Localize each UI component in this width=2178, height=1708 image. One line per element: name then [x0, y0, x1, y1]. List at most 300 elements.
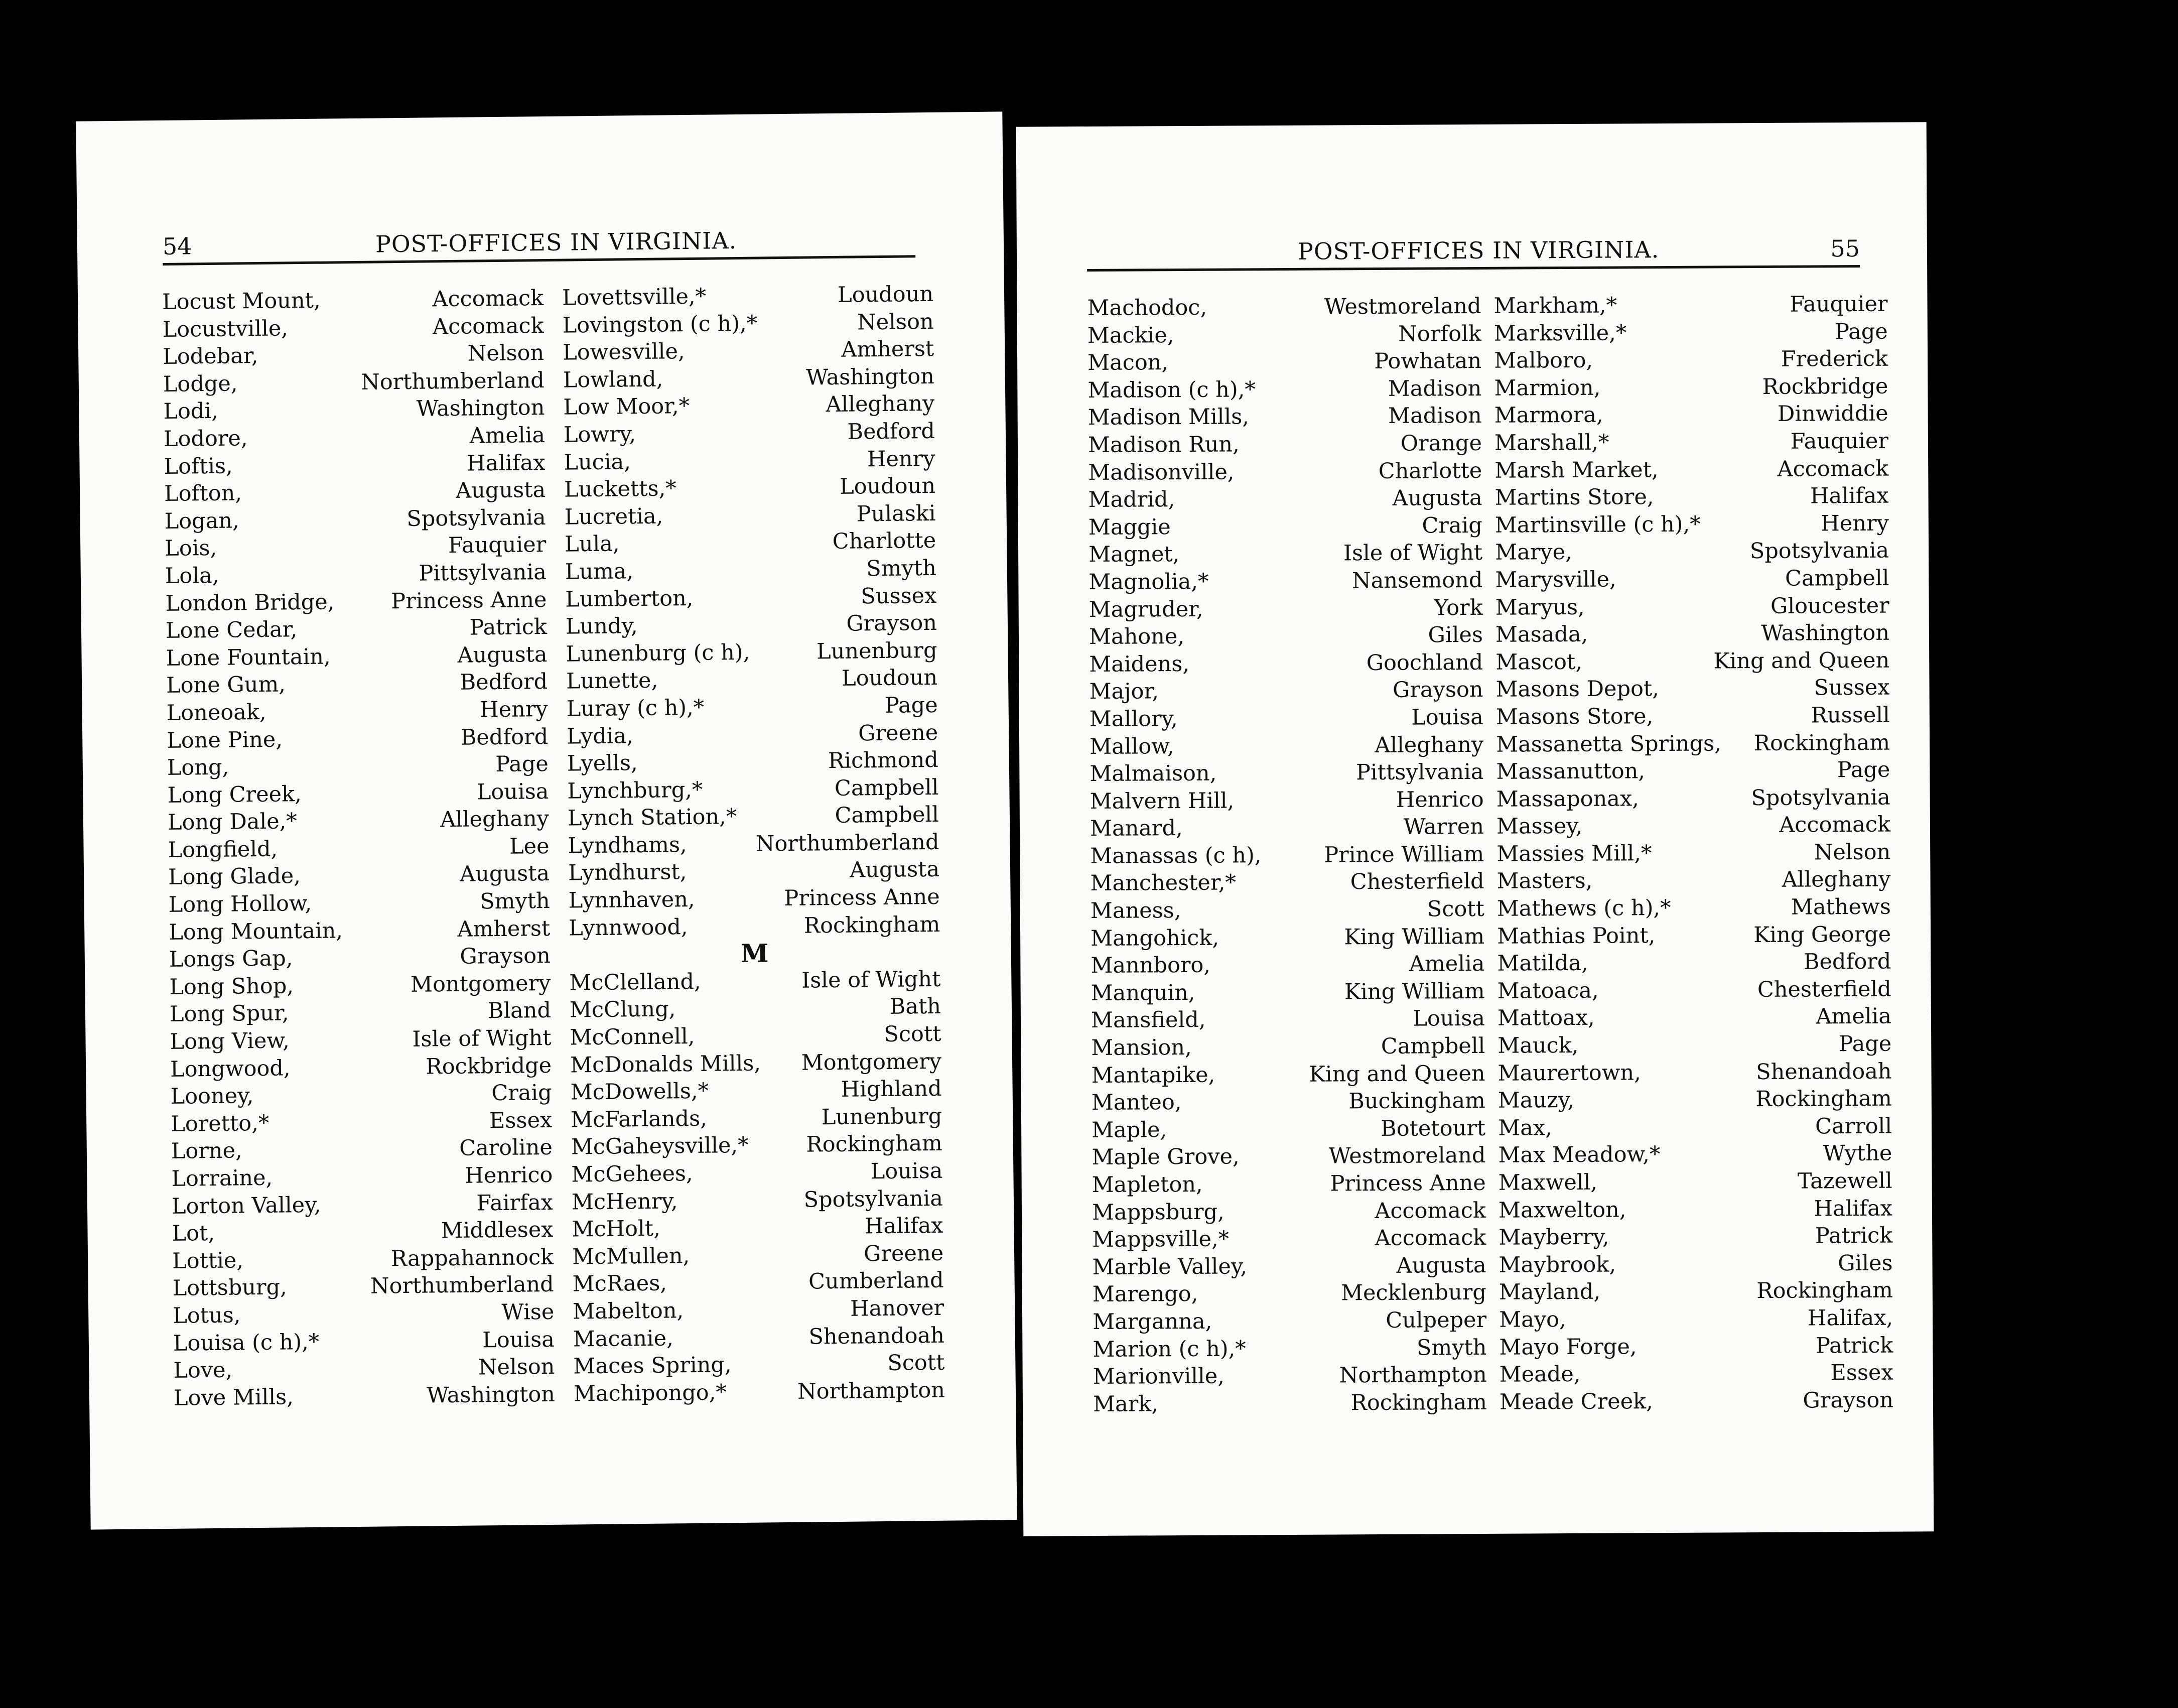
county-name: Charlotte [1378, 458, 1482, 484]
county-name: Nansemond [1351, 567, 1483, 594]
post-office-name: McClelland, [569, 969, 701, 996]
left-page [76, 111, 1017, 1529]
post-office-name: Mappsburg, [1092, 1199, 1224, 1225]
right-column-2 [1493, 291, 1893, 1416]
county-name: York [1434, 595, 1483, 620]
post-office-name: Locustville, [162, 315, 289, 342]
county-name: King and Queen [1713, 647, 1890, 674]
post-office-entry [1499, 1304, 1893, 1334]
post-office-entry [173, 1353, 555, 1385]
post-office-entry [1093, 1306, 1486, 1336]
post-office-entry [164, 422, 546, 453]
county-name: Augusta [455, 477, 546, 504]
post-office-entry [1088, 567, 1482, 596]
post-office-entry [1498, 1085, 1892, 1115]
post-office-name: McRaes, [572, 1270, 667, 1297]
post-office-entry [167, 750, 549, 782]
post-office-name: Magruder, [1088, 596, 1203, 622]
county-name: Henrico [465, 1162, 553, 1189]
post-office-name: Mauck, [1498, 1032, 1579, 1059]
post-office-entry [565, 582, 937, 613]
county-name: Augusta [459, 861, 550, 887]
county-name: Giles [1838, 1250, 1893, 1276]
county-name: Powhatan [1374, 348, 1482, 374]
post-office-entry [1088, 512, 1482, 542]
post-office-entry [564, 445, 935, 476]
county-name: Washington [427, 1381, 556, 1408]
post-office-entry [566, 664, 938, 695]
post-office-entry [1092, 1252, 1486, 1281]
post-office-entry [1498, 1030, 1891, 1060]
post-office-name: Lucretia, [564, 503, 663, 530]
post-office-entry [1090, 704, 1483, 733]
post-office-entry [1500, 1386, 1893, 1416]
county-name: Madison [1388, 375, 1482, 402]
post-office-name: Lodore, [163, 426, 248, 452]
post-office-name: McFarlands, [570, 1106, 708, 1133]
post-office-entry [1087, 293, 1481, 322]
post-office-name: Lorton Valley, [171, 1192, 321, 1219]
post-office-entry [1494, 372, 1888, 402]
post-office-entry [1092, 1115, 1485, 1144]
post-office-name: Marksville,* [1493, 320, 1627, 346]
county-name: Rockbridge [1762, 373, 1888, 400]
county-name: Montgomery [801, 1048, 942, 1076]
right-page-number: 55 [1830, 234, 1860, 262]
county-name: Accomack [1375, 1198, 1486, 1224]
post-office-name: Lula, [564, 531, 620, 557]
county-name: Bath [889, 994, 941, 1020]
post-office-name: Long Mountain, [169, 917, 343, 945]
post-office-entry [569, 910, 940, 942]
county-name: Louisa [1411, 704, 1483, 730]
post-office-name: Maurertown, [1498, 1060, 1641, 1086]
post-office-entry [571, 1130, 943, 1161]
county-name: Norfolk [1398, 321, 1481, 347]
post-office-entry [573, 1349, 945, 1380]
post-office-entry [1496, 783, 1890, 813]
left-page-number: 54 [162, 232, 192, 260]
county-name: Augusta [1396, 1252, 1486, 1278]
county-name: King William [1344, 978, 1485, 1005]
post-office-entry [1093, 1389, 1487, 1418]
post-office-name: Maple, [1091, 1117, 1167, 1143]
section-letter-heading [569, 938, 941, 969]
post-office-name: Mathias Point, [1496, 923, 1656, 949]
post-office-entry [1090, 731, 1483, 760]
county-name: Nelson [467, 340, 544, 366]
post-office-name: Machodoc, [1087, 295, 1207, 321]
post-office-name: Lowesville, [562, 339, 685, 365]
post-office-name: Long, [167, 754, 229, 781]
post-office-name: London Bridge, [165, 589, 335, 616]
post-office-name: Manchester,* [1090, 870, 1237, 896]
post-office-entry [568, 883, 940, 914]
post-office-entry [1089, 621, 1483, 651]
post-office-name: Manard, [1090, 816, 1183, 842]
post-office-name: Mayberry, [1499, 1224, 1609, 1250]
post-office-name: Mabelton, [572, 1298, 684, 1325]
county-name: Smyth [1416, 1335, 1487, 1361]
post-office-name: Marganna, [1093, 1308, 1212, 1335]
post-office-entry [1091, 1005, 1485, 1034]
post-office-name: Long Shop, [169, 973, 294, 1000]
post-office-entry [1495, 646, 1889, 676]
county-name: Augusta [1392, 485, 1482, 511]
post-office-name: Meade Creek, [1499, 1388, 1653, 1415]
post-office-name: Marmora, [1494, 403, 1603, 429]
county-name: Hanover [850, 1295, 944, 1322]
county-name: Chesterfield [1350, 869, 1484, 895]
post-office-name: Mayo Forge, [1499, 1334, 1637, 1360]
post-office-name: McConnell, [570, 1023, 695, 1050]
county-name: Fauquier [1790, 291, 1888, 317]
post-office-name: Lot, [172, 1221, 215, 1247]
county-name: Campbell [1785, 565, 1889, 591]
county-name: Isle of Wight [801, 966, 941, 993]
post-office-name: McDowells,* [570, 1078, 709, 1105]
post-office-entry [571, 1103, 942, 1134]
post-office-entry [1087, 320, 1481, 350]
post-office-name: McClung, [569, 996, 676, 1023]
county-name: Page [495, 751, 549, 777]
post-office-name: Lodi, [163, 399, 219, 425]
post-office-entry [172, 1189, 554, 1221]
post-office-name: Mattoax, [1497, 1005, 1595, 1031]
post-office-entry [1496, 729, 1890, 758]
post-office-entry [1495, 509, 1889, 539]
post-office-entry [572, 1240, 944, 1271]
county-name: Halifax, [1807, 1305, 1893, 1331]
county-name: Warren [1403, 814, 1484, 840]
county-name: Loudoun [837, 281, 934, 308]
county-name: Bedford [460, 724, 549, 750]
post-office-entry [162, 285, 544, 316]
post-office-name: Madison Mills, [1087, 404, 1250, 431]
post-office-name: Martinsville (c h),* [1494, 511, 1701, 538]
post-office-name: Matilda, [1497, 951, 1588, 977]
post-office-name: Mantapike, [1091, 1062, 1215, 1088]
post-office-entry [164, 476, 546, 508]
county-name: Northampton [1339, 1362, 1487, 1388]
county-name: Rockingham [806, 1131, 943, 1158]
post-office-name: Max, [1498, 1115, 1552, 1141]
county-name: Halifax [864, 1213, 943, 1239]
county-name: Mecklenburg [1340, 1280, 1486, 1306]
post-office-name: Love, [173, 1357, 233, 1384]
post-office-entry [1090, 786, 1484, 816]
post-office-entry [1090, 841, 1484, 870]
post-office-name: Lyndhams, [568, 832, 687, 859]
post-office-entry [568, 829, 939, 860]
post-office-name: Massey, [1496, 814, 1583, 840]
post-office-entry [1500, 1359, 1893, 1389]
post-office-entry [171, 1134, 553, 1165]
county-name: Amelia [1816, 1004, 1892, 1029]
post-office-name: Lunenburg (c h), [566, 639, 750, 667]
post-office-name: Luray (c h),* [566, 695, 705, 722]
left-column-1 [162, 285, 555, 1412]
post-office-name: Mahone, [1088, 624, 1185, 650]
county-name: Spotsylvania [803, 1186, 943, 1213]
post-office-name: Lucketts,* [564, 476, 676, 502]
post-office-entry [1496, 839, 1890, 868]
post-office-entry [166, 641, 548, 673]
post-office-name: Machipongo,* [573, 1380, 727, 1407]
section-letter: M [740, 938, 769, 969]
post-office-entry [1498, 1140, 1892, 1169]
post-office-name: McDonalds Mills, [570, 1050, 761, 1078]
post-office-entry [562, 281, 934, 312]
county-name: Amherst [457, 915, 551, 942]
county-name: Greene [863, 1240, 944, 1267]
post-office-name: McHolt, [572, 1216, 660, 1242]
post-office-name: Meade, [1499, 1362, 1581, 1387]
post-office-name: Magnolia,* [1088, 569, 1209, 595]
post-office-entry [1093, 1279, 1486, 1308]
county-name: Sussex [861, 583, 937, 609]
post-office-entry [167, 723, 549, 754]
county-name: Nelson [857, 309, 934, 335]
post-office-name: Marionville, [1093, 1363, 1225, 1390]
post-office-name: Manassas (c h), [1090, 843, 1262, 869]
post-office-entry [1499, 1249, 1892, 1279]
post-office-name: Lundy, [565, 613, 638, 639]
post-office-entry [1495, 619, 1889, 649]
post-office-name: Masada, [1495, 621, 1588, 647]
post-office-name: Lodebar, [163, 343, 258, 370]
post-office-entry [1091, 923, 1484, 953]
county-name: Nelson [478, 1354, 555, 1380]
county-name: Spotsylvania [406, 504, 546, 532]
county-name: Fauquier [1790, 428, 1889, 454]
county-name: Campbell [834, 774, 939, 801]
county-name: Isle of Wight [1343, 540, 1483, 566]
post-office-name: Maxwell, [1498, 1169, 1598, 1196]
county-name: Wythe [1823, 1141, 1892, 1166]
right-page [1016, 122, 1934, 1536]
county-name: Grayson [460, 943, 551, 970]
post-office-entry [564, 472, 936, 503]
county-name: Campbell [835, 802, 939, 829]
post-office-entry [1495, 565, 1889, 594]
post-office-name: Lynch Station,* [567, 804, 737, 831]
post-office-name: Massies Mill,* [1496, 841, 1652, 867]
post-office-entry [168, 887, 550, 919]
post-office-entry [565, 527, 936, 558]
county-name: Spotsylvania [1751, 784, 1890, 811]
post-office-name: Magnet, [1088, 542, 1180, 568]
post-office-entry [1498, 1112, 1892, 1142]
post-office-entry [566, 692, 938, 723]
post-office-entry [172, 1244, 554, 1275]
post-office-entry [570, 993, 941, 1024]
post-office-entry [169, 942, 551, 974]
post-office-name: McGaheysville,* [571, 1133, 749, 1160]
post-office-entry [1089, 649, 1483, 679]
post-office-name: Lynnhaven, [568, 886, 695, 913]
post-office-entry [1091, 1060, 1485, 1090]
post-office-name: Matoaca, [1497, 978, 1599, 1004]
county-name: Alleghany [826, 391, 935, 418]
post-office-name: Mansion, [1091, 1034, 1192, 1061]
post-office-name: Madison (c h),* [1087, 377, 1256, 403]
county-name: Lee [509, 833, 550, 859]
post-office-name: Mathews (c h),* [1496, 895, 1671, 922]
county-name: Westmoreland [1324, 293, 1481, 320]
post-office-name: Maggie [1088, 514, 1171, 540]
post-office-entry [172, 1216, 554, 1248]
post-office-entry [168, 833, 550, 864]
post-office-entry [570, 1047, 942, 1079]
post-office-name: Mark, [1093, 1391, 1159, 1417]
county-name: Bland [487, 998, 552, 1024]
post-office-entry [1499, 1277, 1893, 1306]
post-office-name: Max Meadow,* [1498, 1142, 1661, 1168]
county-name: Northumberland [360, 367, 545, 395]
post-office-name: Marble Valley, [1092, 1254, 1248, 1280]
county-name: Halifax [1814, 1196, 1893, 1222]
post-office-name: Lotus, [173, 1302, 241, 1329]
post-office-name: Massaponax, [1496, 785, 1639, 812]
county-name: King George [1753, 922, 1891, 948]
post-office-name: Loretto,* [171, 1110, 269, 1137]
post-office-name: Maple Grove, [1092, 1144, 1240, 1170]
county-name: Charlotte [832, 528, 936, 555]
post-office-entry [1088, 539, 1482, 569]
post-office-entry [1091, 978, 1485, 1007]
post-office-entry [1494, 345, 1888, 375]
county-name: Accomack [1777, 456, 1889, 482]
county-name: Craig [1422, 512, 1482, 539]
county-name: Rappahannock [390, 1244, 554, 1272]
post-office-entry [1092, 1169, 1486, 1199]
post-office-entry [572, 1267, 944, 1298]
post-office-name: Lowland, [563, 366, 663, 393]
county-name: Henry [479, 696, 548, 723]
post-office-entry [163, 394, 545, 426]
post-office-entry [1087, 347, 1481, 377]
post-office-name: Loneoak, [166, 699, 266, 726]
post-office-name: Mayland, [1499, 1279, 1601, 1305]
county-name: Loudoun [839, 473, 936, 500]
post-office-name: Macanie, [573, 1325, 674, 1352]
county-name: Scott [887, 1350, 945, 1376]
post-office-entry [567, 719, 938, 750]
post-office-entry [563, 390, 935, 421]
post-office-entry [1496, 866, 1890, 895]
post-office-entry [1494, 428, 1888, 457]
post-office-entry [163, 339, 544, 371]
post-office-name: Lottsburg, [172, 1274, 288, 1301]
post-office-name: Lone Cedar, [165, 617, 298, 644]
post-office-name: McHenry, [571, 1188, 678, 1215]
post-office-entry [1087, 375, 1481, 405]
county-name: Augusta [457, 641, 548, 668]
post-office-name: Longwood, [170, 1055, 291, 1082]
post-office-name: Maidens, [1089, 651, 1190, 677]
post-office-name: Lorne, [171, 1138, 242, 1164]
post-office-name: Marion (c h),* [1093, 1336, 1246, 1362]
county-name: Northumberland [370, 1272, 554, 1299]
post-office-name: Madisonville, [1088, 459, 1235, 485]
post-office-name: Maybrook, [1499, 1252, 1616, 1278]
county-name: Orange [1400, 430, 1482, 456]
county-name: Sussex [1814, 675, 1890, 701]
county-name: Scott [1427, 896, 1484, 922]
post-office-entry [170, 1079, 552, 1111]
post-office-entry [1495, 592, 1889, 621]
county-name: Alleghany [1375, 732, 1484, 758]
county-name: Richmond [828, 747, 939, 774]
post-office-entry [174, 1381, 556, 1412]
post-office-name: Lone Pine, [167, 727, 283, 753]
post-office-name: Malmaison, [1090, 760, 1217, 787]
county-name: Frederick [1781, 346, 1888, 372]
county-name: Page [884, 692, 938, 718]
county-name: Alleghany [1782, 867, 1891, 893]
county-name: Craig [491, 1080, 552, 1106]
post-office-name: Masons Store, [1495, 704, 1654, 730]
post-office-name: Lumberton, [565, 585, 694, 612]
post-office-entry [1497, 948, 1891, 978]
post-office-entry [1497, 921, 1891, 950]
county-name: Gloucester [1770, 593, 1889, 619]
post-office-entry [1088, 430, 1482, 459]
county-name: Accomack [432, 286, 544, 312]
left-page-title: POST-OFFICES IN VIRGINIA. [375, 226, 737, 258]
county-name: Madison [1388, 403, 1482, 429]
post-office-name: Marysville, [1495, 567, 1616, 593]
post-office-name: Markham,* [1493, 293, 1617, 319]
post-office-name: Long Glade, [168, 863, 301, 890]
county-name: Bedford [460, 669, 548, 696]
post-office-name: Maxwelton, [1498, 1197, 1626, 1223]
post-office-entry [165, 586, 547, 618]
post-office-entry [1497, 893, 1891, 923]
post-office-entry [1093, 1334, 1486, 1363]
post-office-name: Masters, [1496, 868, 1593, 894]
county-name: Grayson [1392, 677, 1483, 703]
county-name: Princess Anne [784, 884, 940, 911]
post-office-entry [163, 367, 545, 399]
post-office-entry [1498, 1058, 1891, 1087]
county-name: Patrick [1815, 1223, 1893, 1249]
county-name: Pulaski [856, 500, 936, 527]
post-office-name: Madrid, [1088, 487, 1175, 513]
county-name: Halifax [466, 450, 546, 476]
county-name: Amherst [841, 336, 934, 362]
county-name: Chesterfield [1757, 976, 1891, 1002]
post-office-name: Love Mills, [173, 1384, 294, 1411]
post-office-entry [566, 637, 937, 668]
county-name: Nelson [1814, 839, 1891, 865]
post-office-name: Lone Gum, [166, 672, 286, 699]
county-name: Caroline [459, 1135, 553, 1161]
post-office-name: Lone Fountain, [166, 644, 331, 671]
county-name: Rockingham [1753, 730, 1890, 756]
post-office-entry [170, 1024, 552, 1056]
county-name: Page [1835, 319, 1888, 344]
county-name: Accomack [1779, 812, 1891, 838]
post-office-entry [173, 1326, 555, 1357]
county-name: Grayson [846, 610, 937, 636]
post-office-name: Louisa (c h),* [173, 1329, 320, 1356]
right-page-title: POST-OFFICES IN VIRGINIA. [1297, 236, 1660, 265]
post-office-name: Mansfield, [1091, 1007, 1206, 1033]
post-office-entry [573, 1322, 945, 1353]
post-office-name: Marsh Market, [1494, 457, 1659, 483]
